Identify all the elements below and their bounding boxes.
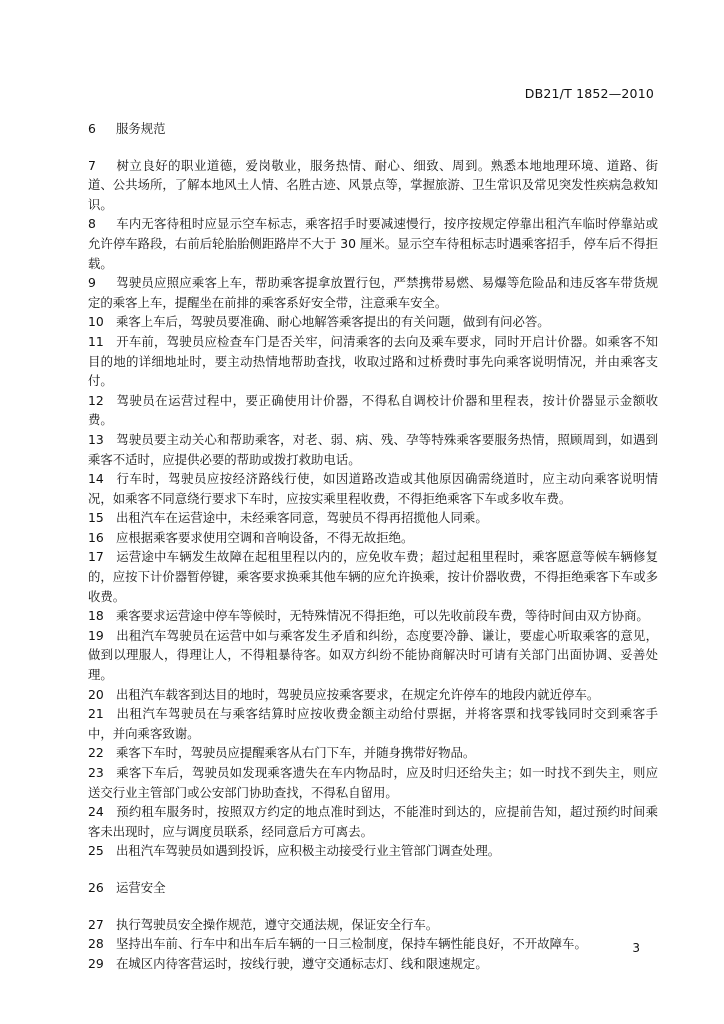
clause-text: 车内无客待租时应显示空车标志，乘客招手时要减速慢行，按序按规定停靠出租汽车临时停靠站或允许停车路段，右前后轮胎胎侧距路岸不大于 30 厘米。显示空车待租标志时遇乘客招手，停车后不得拒载。 xyxy=(88,216,658,271)
clause-16 xyxy=(88,528,658,548)
clause-number: 18 xyxy=(88,608,104,624)
clause-text: 应根据乘客要求使用空调和音响设备，不得无故拒绝。 xyxy=(116,529,414,545)
clause-8 xyxy=(88,214,658,273)
clause-text: 开车前，驾驶员应检查车门是否关牢，问清乘客的去向及乘车要求，同时开启计价器。如乘客不知目的地的详细地址时，要主动热情地帮助查找，收取过路和过桥费时事先向乘客说明情况，并由乘客支付。 xyxy=(88,333,658,389)
clause-number: 7 xyxy=(88,157,96,173)
clause-text: 行车时，驾驶员应按经济路线行使，如因道路改造或其他原因确需绕道时，应主动向乘客说明情况，如乘客不同意绕行要求下车时，应按实乘里程收费，不得拒绝乘客下车或多收车费。 xyxy=(88,471,658,506)
clause-7 xyxy=(88,156,658,215)
clause-20 xyxy=(88,685,658,705)
clause-number: 14 xyxy=(88,471,104,487)
clause-number: 22 xyxy=(88,745,104,761)
clause-text: 坚持出车前、行车中和出车后车辆的一日三检制度，保持车辆性能良好，不开故障车。 xyxy=(116,936,587,952)
clause-number: 13 xyxy=(88,431,104,447)
clause-text: 出租汽车在运营途中，未经乘客同意，驾驶员不得再招揽他人同乘。 xyxy=(116,510,488,526)
clause-29 xyxy=(88,954,658,974)
clause-text: 乘客上车后，驾驶员要准确、耐心地解答乘客提出的有关问题，做到有问必答。 xyxy=(116,314,550,330)
clause-number: 21 xyxy=(88,706,104,722)
clause-number: 19 xyxy=(88,627,104,643)
clause-text: 乘客要求运营途中停车等候时，无特殊情况不得拒绝，可以先收前段车费，等待时间由双方协商。 xyxy=(116,608,649,624)
clause-21 xyxy=(88,704,658,743)
clause-text: 在城区内待客营运时，按线行驶，遵守交通标志灯、线和限速规定。 xyxy=(116,955,488,971)
clause-text: 出租汽车驾驶员在与乘客结算时应按收费金额主动给付票据，并将客票和找零钱同时交到乘客手中，并向乘客致谢。 xyxy=(88,706,658,741)
service-clause-list xyxy=(88,156,658,861)
section-title: 运营安全 xyxy=(116,879,166,895)
section-heading-service xyxy=(88,119,658,139)
clause-number: 27 xyxy=(88,916,104,932)
clause-11 xyxy=(88,332,658,391)
clause-28 xyxy=(88,934,658,954)
clause-text: 乘客下车时，驾驶员应提醒乘客从右门下车，并随身携带好物品。 xyxy=(116,745,476,761)
clause-number: 9 xyxy=(88,275,96,291)
clause-9 xyxy=(88,273,658,312)
clause-text: 驾驶员应照应乘客上车，帮助乘客提拿放置行包，严禁携带易燃、易爆等危险品和违反客车带货规定的乘客上车，提醒坐在前排的乘客系好安全带，注意乘车安全。 xyxy=(88,275,658,310)
clause-number: 20 xyxy=(88,686,104,702)
clause-number: 17 xyxy=(88,549,104,565)
clause-10 xyxy=(88,312,658,332)
section-number: 6 xyxy=(88,121,96,136)
clause-24 xyxy=(88,802,658,841)
clause-19 xyxy=(88,626,658,685)
clause-number: 16 xyxy=(88,529,104,545)
clause-text: 出租汽车驾驶员在运营中如与乘客发生矛盾和纠纷，态度要冷静、谦让，要虚心听取乘客的意见，做到以理服人，得理让人，不得粗暴待客。如双方纠纷不能协商解决时可请有关部门出面协调、妥善处理。 xyxy=(88,627,658,683)
clause-text: 出租汽车载客到达目的地时，驾驶员应按乘客要求，在规定允许停车的地段内就近停车。 xyxy=(116,686,600,702)
clause-18 xyxy=(88,606,658,626)
clause-number: 11 xyxy=(88,333,104,349)
safety-clause-list xyxy=(88,915,658,974)
clause-text: 出租汽车驾驶员如遇到投诉，应积极主动接受行业主管部门调查处理。 xyxy=(116,843,501,859)
clause-text: 运营途中车辆发生故障在起租里程以内的，应免收车费；超过起租里程时，乘客愿意等候车辆修复的，应按下计价器暂停键，乘客要求换乘其他车辆的应允许换乘，按计价器收费，不得拒绝乘客下车或多收费。 xyxy=(88,549,658,604)
clause-23 xyxy=(88,763,658,802)
clause-number: 28 xyxy=(88,936,104,952)
page-content xyxy=(88,119,658,973)
section-heading-safety xyxy=(88,878,658,898)
section-number: 26 xyxy=(88,879,104,895)
clause-15 xyxy=(88,508,658,528)
clause-number: 10 xyxy=(88,314,104,330)
clause-number: 25 xyxy=(88,843,104,859)
clause-12 xyxy=(88,391,658,430)
clause-number: 12 xyxy=(88,392,104,408)
clause-number: 23 xyxy=(88,765,104,780)
clause-25 xyxy=(88,841,658,861)
page-number: 3 xyxy=(632,941,640,955)
clause-text: 乘客下车后，驾驶员如发现乘客遗失在车内物品时，应及时归还给失主；如一时找不到失主，则应送交行业主管部门或公安部门协助查找，不得私自留用。 xyxy=(88,765,658,800)
clause-text: 驾驶员在运营过程中，要正确使用计价器，不得私自调校计价器和里程表，按计价器显示金额收费。 xyxy=(88,392,658,428)
clause-27 xyxy=(88,915,658,935)
clause-17 xyxy=(88,547,658,606)
clause-number: 29 xyxy=(88,955,104,971)
clause-text: 预约租车服务时，按照双方约定的地点准时到达，不能准时到达的，应提前告知，超过预约时间乘客未出现时，应与调度员联系，经同意后方可离去。 xyxy=(88,804,658,839)
clause-text: 树立良好的职业道德，爱岗敬业，服务热情、耐心、细致、周到。熟悉本地地理环境、道路、街道、公共场所，了解本地风土人情、名胜古迹、风景点等，掌握旅游、卫生常识及常见突发性疾病急救知识。 xyxy=(88,157,658,212)
clause-14 xyxy=(88,469,658,508)
clause-number: 15 xyxy=(88,510,104,526)
clause-22 xyxy=(88,743,658,763)
clause-text: 驾驶员要主动关心和帮助乘客，对老、弱、病、残、孕等特殊乘客要服务热情，照顾周到，如遇到乘客不适时，应提供必要的帮助或拨打救助电话。 xyxy=(88,431,658,467)
section-title: 服务规范 xyxy=(116,121,166,136)
clause-13 xyxy=(88,430,658,469)
clause-number: 24 xyxy=(88,804,104,820)
document-code: DB21/T 1852—2010 xyxy=(524,86,654,101)
clause-number: 8 xyxy=(88,216,96,232)
clause-text: 执行驾驶员安全操作规范，遵守交通法规，保证安全行车。 xyxy=(116,916,439,932)
